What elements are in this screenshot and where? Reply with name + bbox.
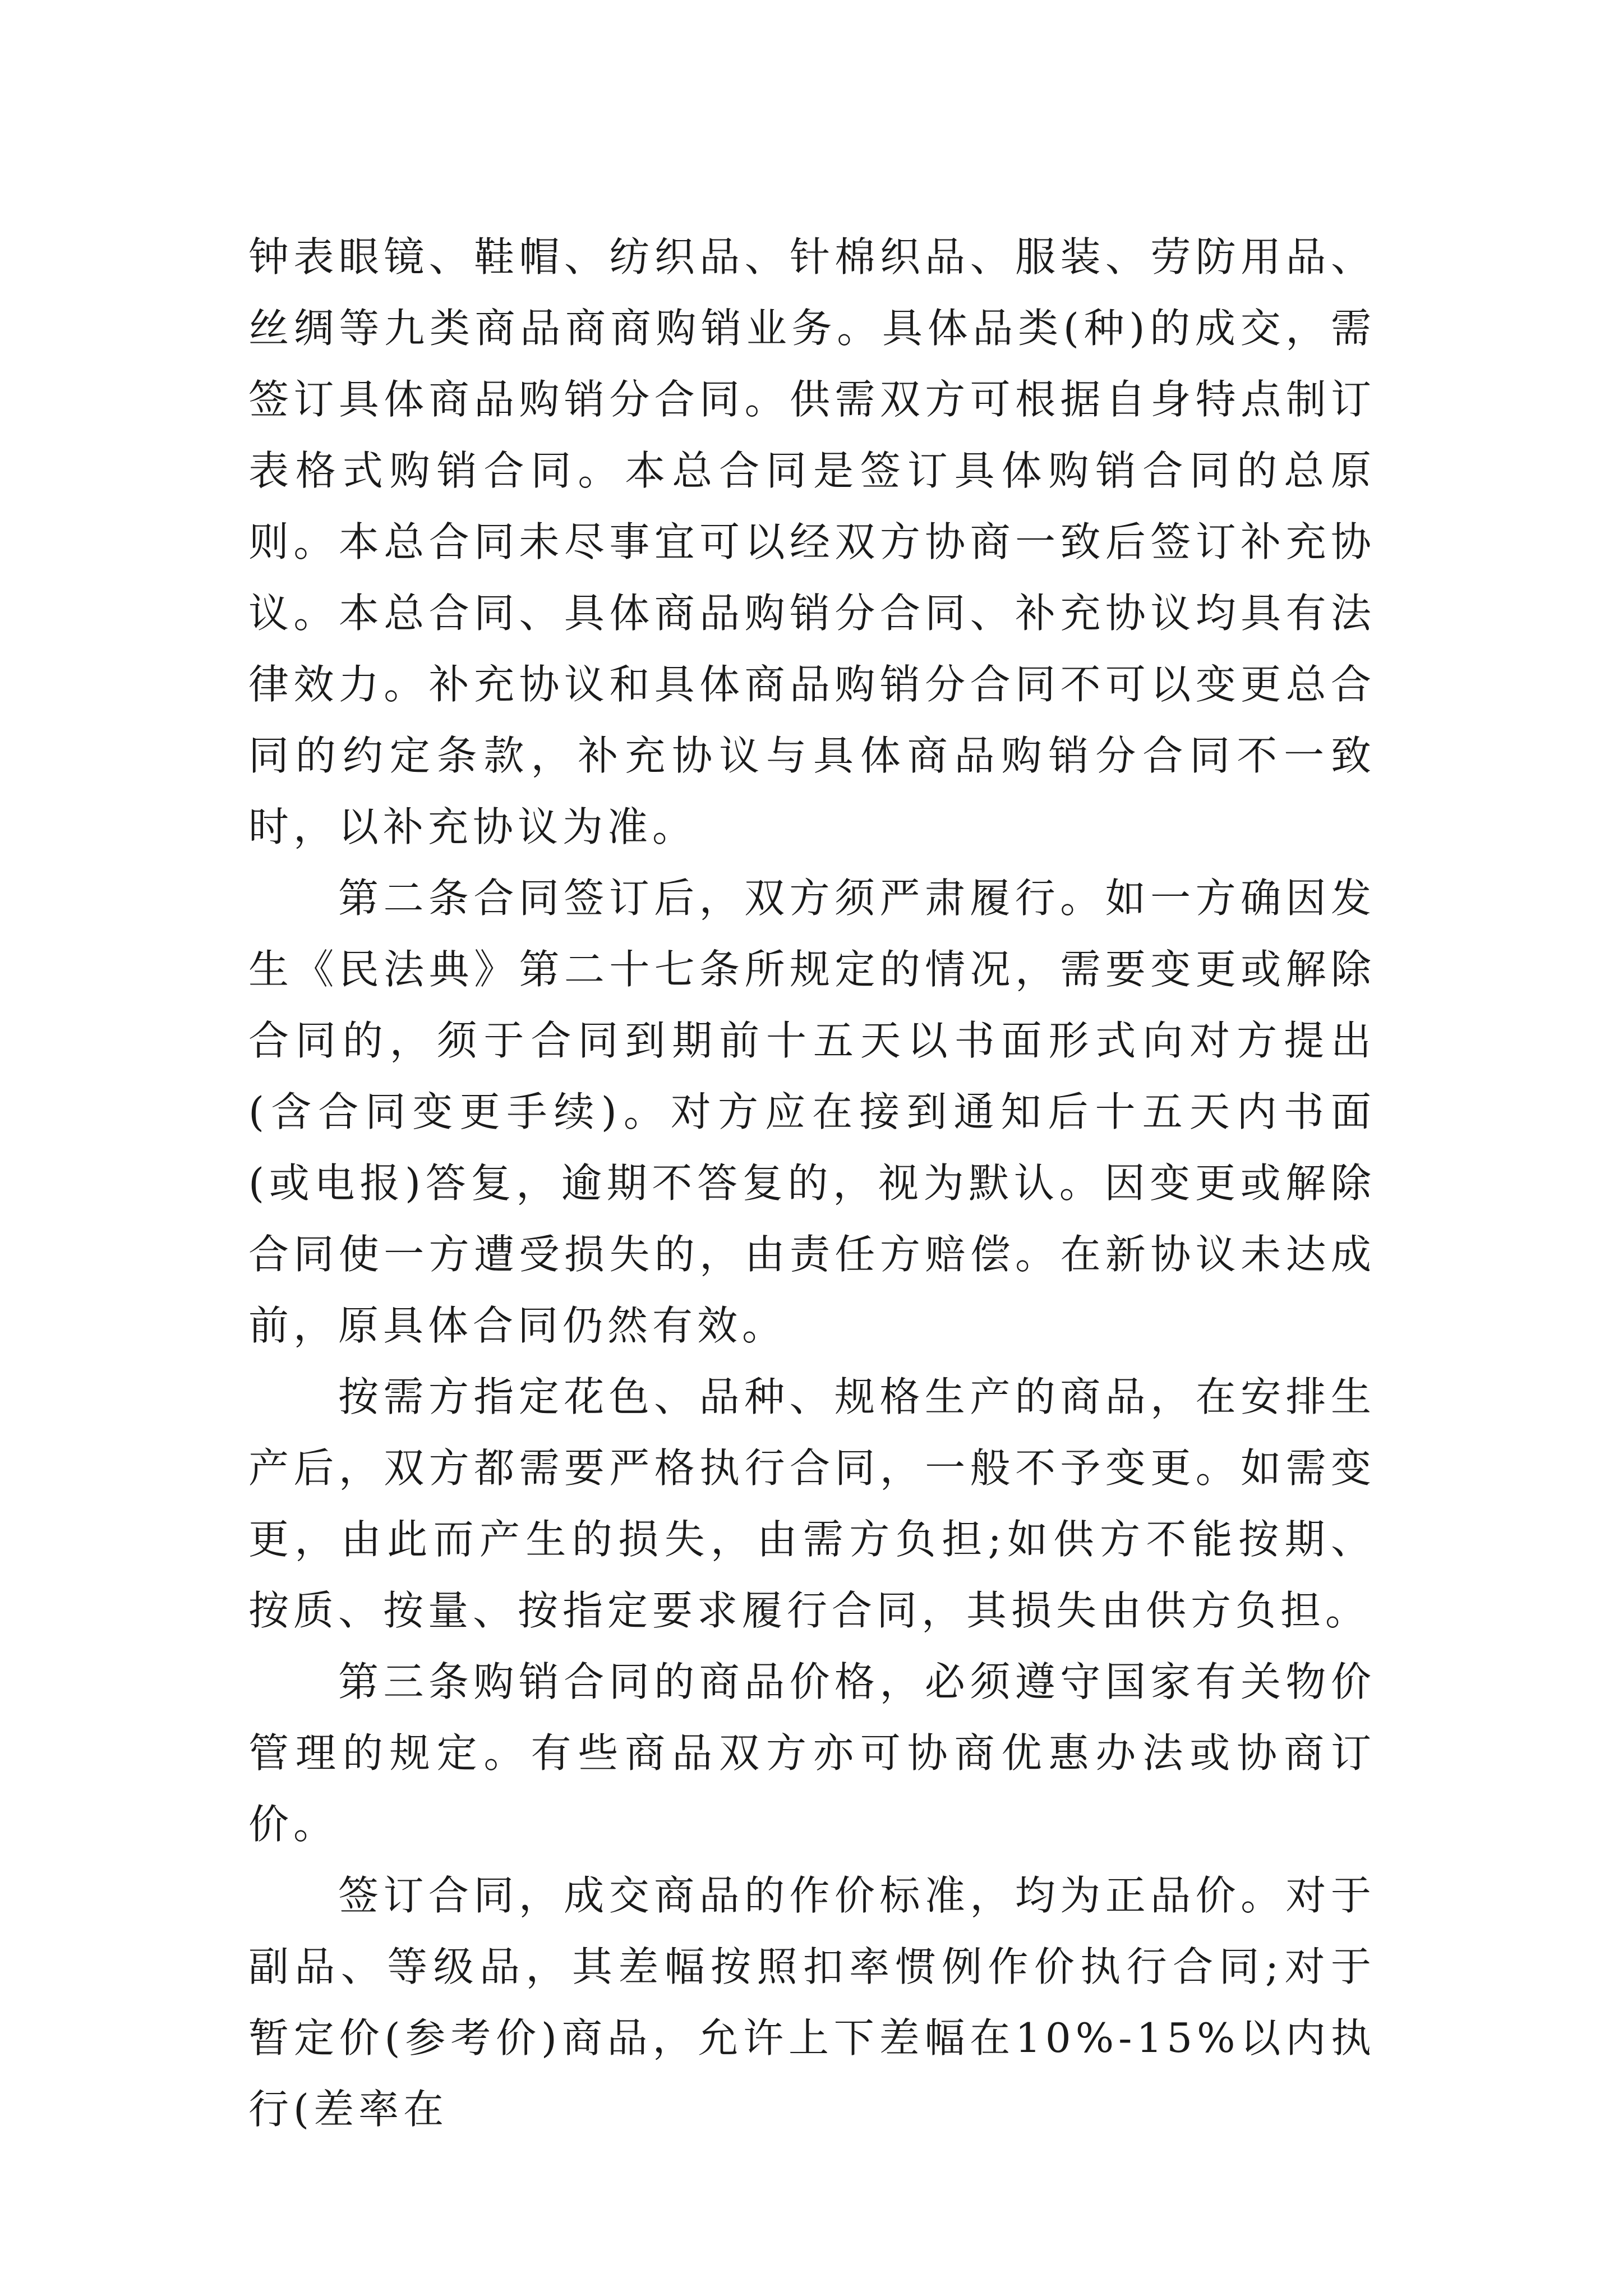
- paragraph-5: 签订合同，成交商品的作价标准，均为正品价。对于副品、等级品，其差幅按照扣率惯例作价执行合同;对于暂定价(参考价)商品，允许上下差幅在10%-15%以内执行(差率在: [248, 1872, 1376, 2133]
- document-body: [248, 222, 1376, 2145]
- paragraph-1: 钟表眼镜、鞋帽、纺织品、针棉织品、服装、劳防用品、丝绸等九类商品商商购销业务。具体品类(种)的成交，需签订具体商品购销分合同。供需双方可根据自身特点制订表格式购销合同。本总合同是签订具体购销合同的总原则。本总合同未尽事宜可以经双方协商一致后签订补充协议。本总合同、具体商品购销分合同、补充协议均具有法律效力。补充协议和具体商品购销分合同不可以变更总合同的约定条款，补充协议与具体商品购销分合同不一致时，以补充协议为准。: [248, 233, 1376, 850]
- paragraph-2: 第二条合同签订后，双方须严肃履行。如一方确因发生《民法典》第二十七条所规定的情况，需要变更或解除合同的，须于合同到期前十五天以书面形式向对方提出(含合同变更手续)。对方应在接到通知后十五天内书面(或电报)答复，逾期不答复的，视为默认。因变更或解除合同使一方遭受损失的，由责任方赔偿。在新协议未达成前，原具体合同仍然有效。: [248, 875, 1376, 1349]
- paragraph-3: 按需方指定花色、品种、规格生产的商品，在安排生产后，双方都需要严格执行合同，一般不予变更。如需变更，由此而产生的损失，由需方负担;如供方不能按期、按质、按量、按指定要求履行合同，其损失由供方负担。: [248, 1373, 1376, 1634]
- paragraph-4: 第三条购销合同的商品价格，必须遵守国家有关物价管理的规定。有些商品双方亦可协商优惠办法或协商订价。: [248, 1658, 1376, 1848]
